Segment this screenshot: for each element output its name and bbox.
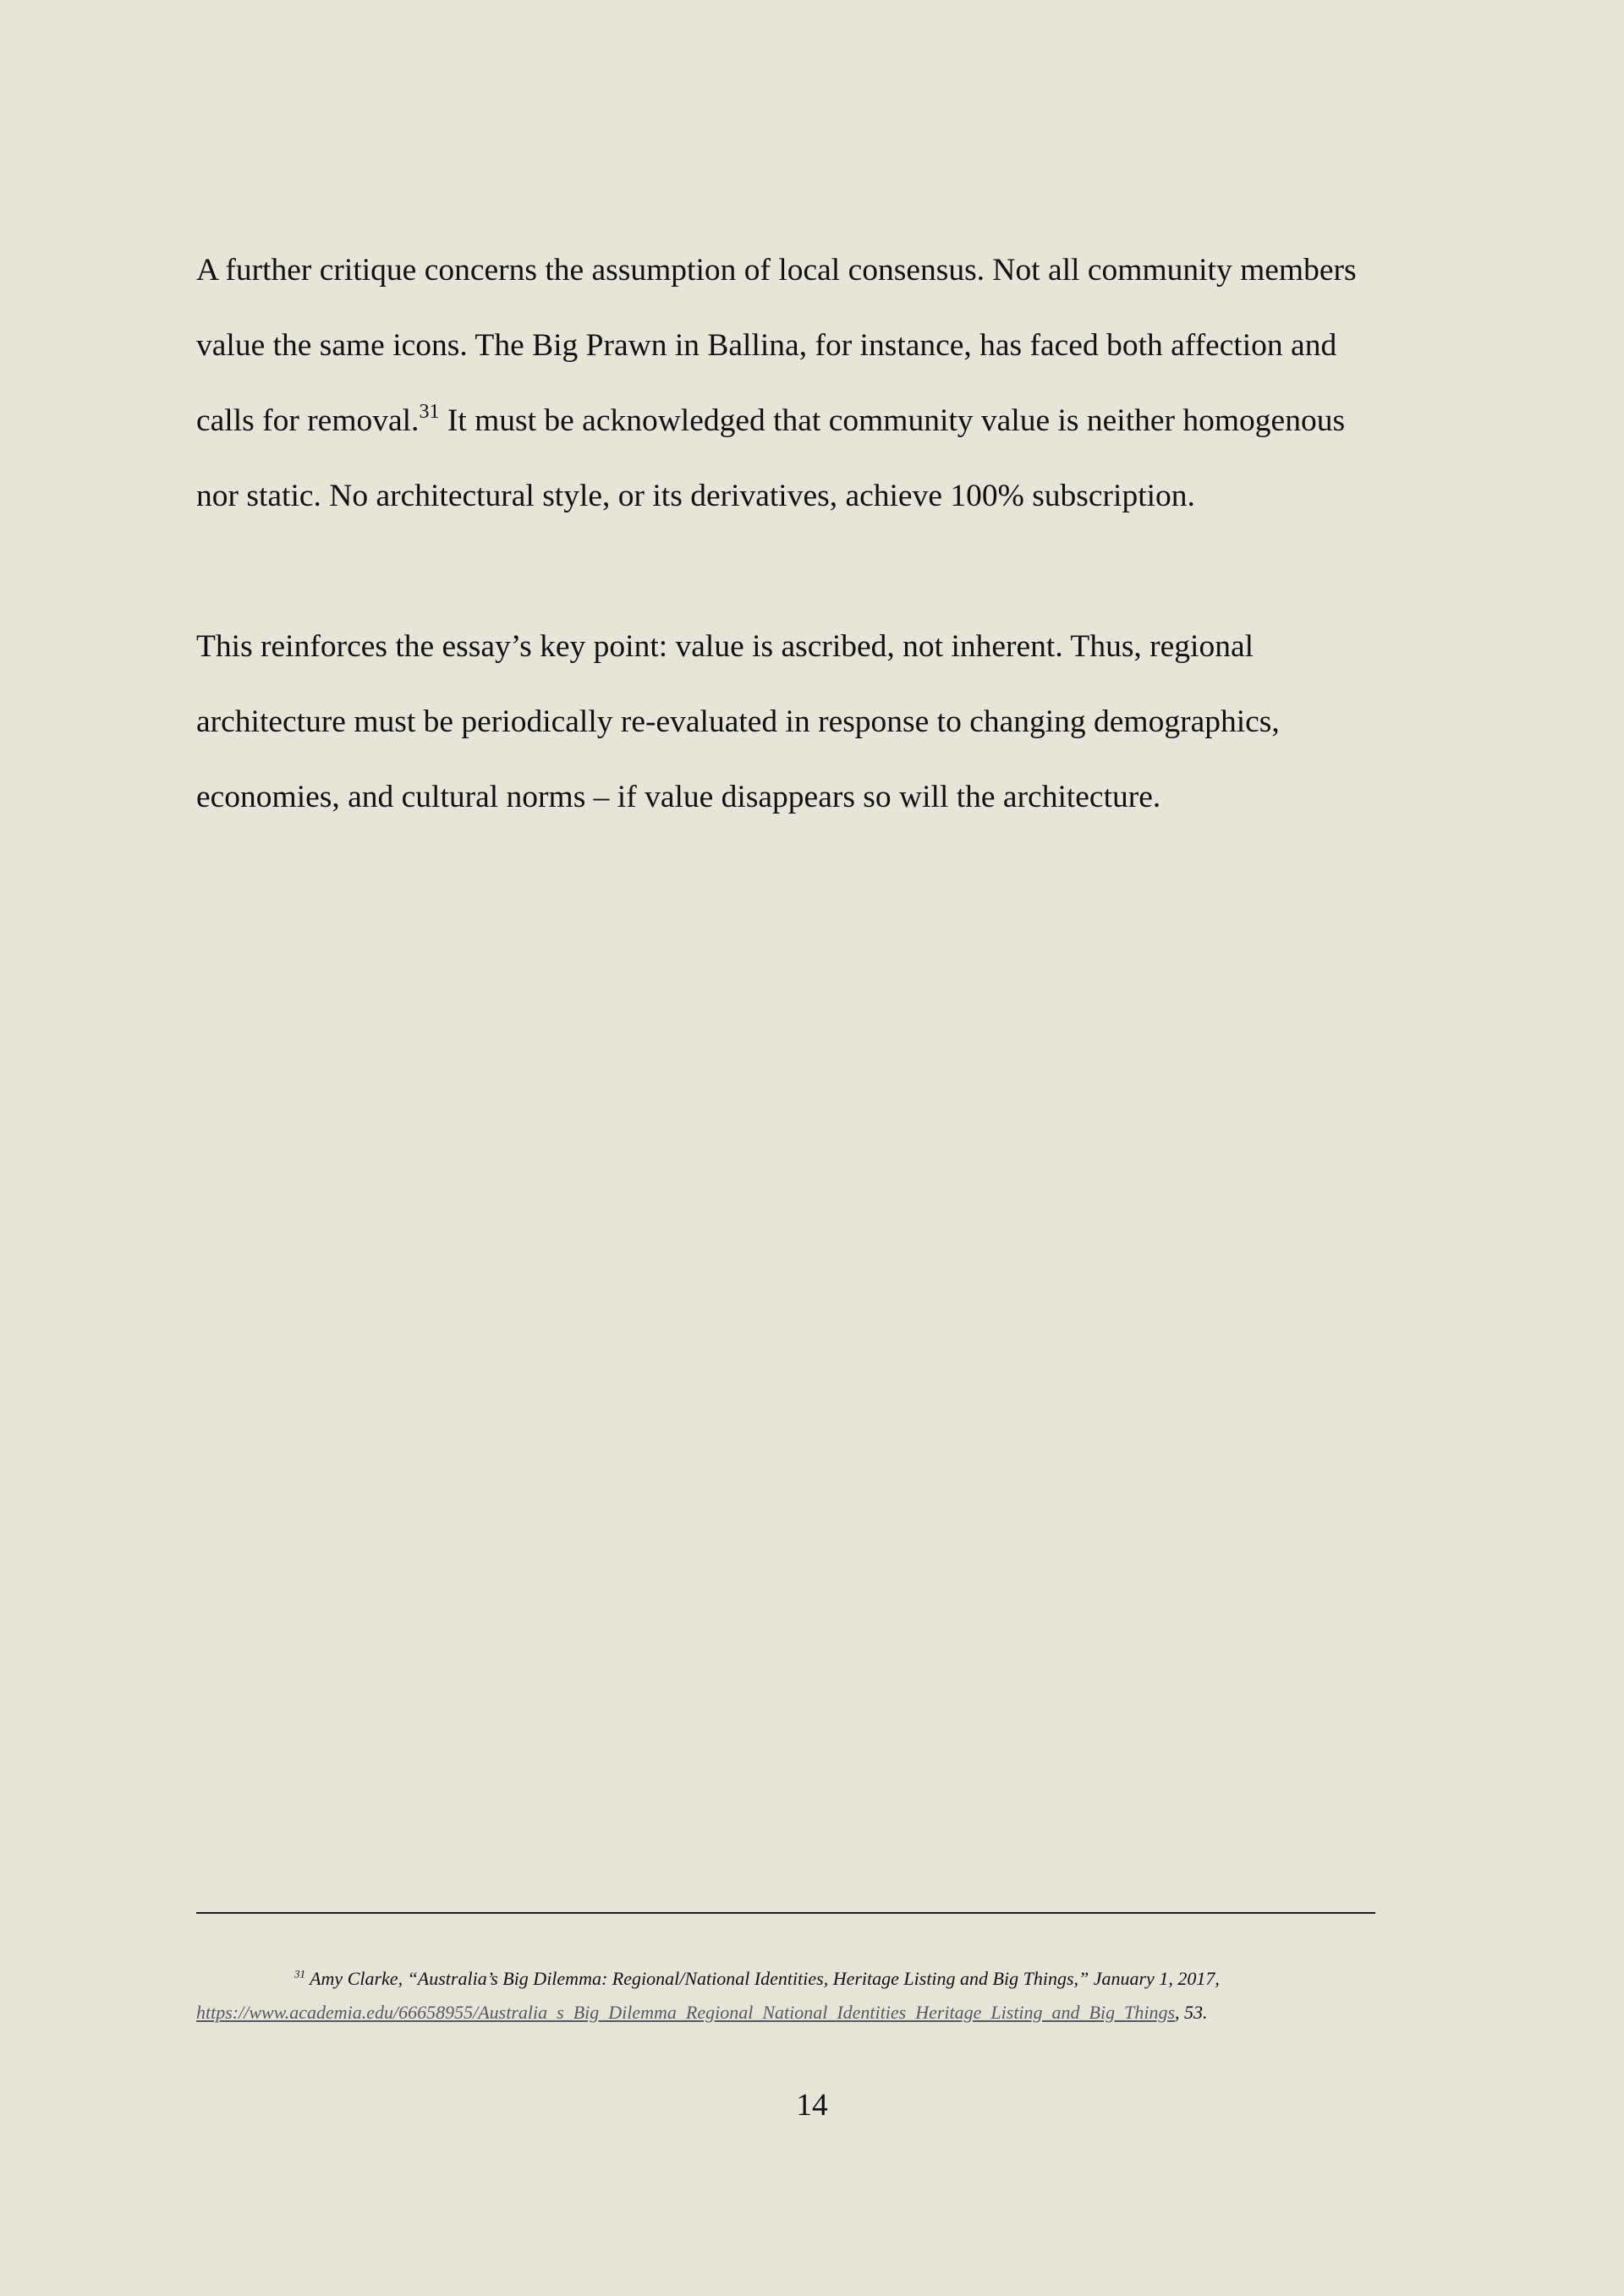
paragraph-line: [196, 383, 1431, 458]
paragraph-line: economies, and cultural norms – if value disappears so will the architecture.: [196, 780, 1161, 814]
footnote: [196, 1962, 1431, 2030]
body-paragraph-1: [196, 233, 1431, 534]
paragraph-line: value the same icons. The Big Prawn in Ballina, for instance, has faced both affection and: [196, 328, 1337, 363]
footnote-url-link[interactable]: https://www.academia.edu/66658955/Australia_s_Big_Dilemma_Regional_National_Identities_Heritage_Listing_and_Big_Things: [196, 2002, 1176, 2023]
paragraph-line: nor static. No architectural style, or its derivatives, achieve 100% subscription.: [196, 479, 1195, 513]
paragraph-line: architecture must be periodically re-evaluated in response to changing demographics,: [196, 704, 1280, 739]
footnote-number: 31: [294, 1967, 305, 1981]
paragraph-line: This reinforces the essay’s key point: value is ascribed, not inherent. Thus, regional: [196, 629, 1254, 664]
page-number: 14: [796, 2088, 828, 2123]
footnote-line: [196, 1962, 1431, 1996]
footnote-reference[interactable]: 31: [419, 400, 440, 423]
body-paragraph-2: [196, 609, 1431, 835]
footnote-line: [196, 1996, 1431, 2030]
footnote-page-suffix: , 53.: [1175, 2002, 1208, 2023]
footnote-citation: Amy Clarke, “Australia’s Big Dilemma: Regional/National Identities, Heritage Listing and Big Things,” January 1, 2017,: [305, 1968, 1220, 1989]
paragraph-text: calls for removal.: [196, 403, 420, 438]
paragraph-line: A further critique concerns the assumption of local consensus. Not all community members: [196, 253, 1357, 288]
footnote-separator: [196, 1912, 1375, 1914]
paragraph-text: It must be acknowledged that community value is neither homogenous: [439, 403, 1346, 438]
